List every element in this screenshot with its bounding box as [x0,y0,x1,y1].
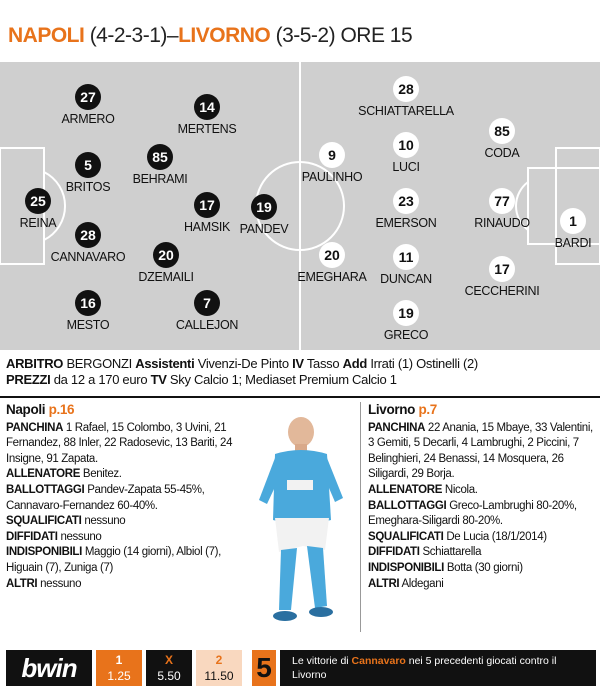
ballottaggi-row [6,483,238,514]
team-name: Livorno [368,402,416,417]
row-value: 22 Anania, 15 Mbaye, 33 Valentini, 3 Gemiti, 5 Decarli, 4 Lambrughi, 2 Piccini, 7 Belinghieri, 24 Benassi, 14 Mosquera, 26 Siligardi, 29 Borja. [368,421,593,481]
player-name: GRECO [383,328,429,342]
home-player [28,84,148,126]
away-player [346,300,466,342]
diffidati-row [6,530,238,546]
odd-value: 11.50 [204,669,234,683]
officials-line [6,356,596,372]
napoli-heading [6,402,238,418]
ballottaggi-row [368,499,594,530]
player-name: BARDI [554,236,592,250]
away-formation: (3-5-2) [275,24,336,47]
player-number: 1 [560,208,586,234]
panchina-row [368,421,594,483]
row-value: Aldegani [401,577,444,590]
player-name: REINA [19,216,57,230]
allenatore-row [368,483,594,499]
stat-number: 5 [252,650,276,686]
altri-row [6,577,238,593]
player-number: 27 [75,84,101,110]
player-name: EMERSON [375,216,437,230]
livorno-heading [368,402,594,418]
allenatore-row [6,467,238,483]
player-name: CALLEJON [175,318,239,332]
player-name: RINAUDO [474,216,530,230]
player-name: DUNCAN [380,272,432,286]
player-number: 28 [393,76,419,102]
player-number: 5 [75,152,101,178]
title-dash: – [166,24,179,47]
indisponibili-row [6,545,238,576]
arbitro-label: ARBITRO [6,356,64,371]
match-title [8,24,412,48]
row-value: 1 Rafael, 15 Colombo, 3 Uvini, 21 Fernandez, 88 Inler, 22 Radosevic, 13 Bariti, 24 Insigne, 91 Zapata. [6,421,233,465]
row-label: DIFFIDATI [368,546,420,559]
pitch [0,62,600,350]
assistenti-value: Vivenzi-De Pinto [197,356,289,371]
player-photo [245,410,355,640]
player-name: LUCI [392,160,420,174]
row-label: DIFFIDATI [6,530,58,543]
player-number: 20 [319,242,345,268]
napoli-column [6,402,238,592]
row-value: Greco-Lambrughi 80-20%, Emeghara-Siligardi 80-20%. [368,499,577,528]
row-value: Schiattarella [422,546,482,559]
assistenti-label: Assistenti [135,356,195,371]
bwin-logo: bwin [6,650,92,686]
player-name: CECCHERINI [464,284,540,298]
odds-bar [0,646,600,688]
tv-value: Sky Calcio 1; Mediaset Premium Calcio 1 [169,372,397,387]
iv-label: IV [292,356,304,371]
away-team-name: LIVORNO [178,24,271,47]
livorno-column [368,402,594,592]
row-value: Maggio (14 giorni), Albiol (7), Higuain (7), Zuniga (7) [6,546,221,574]
add-value: Irrati (1) Ostinelli (2) [370,356,478,371]
player-number: 85 [489,118,515,144]
odd-draw [146,650,192,686]
note-text-a: Le vittorie di [292,655,349,667]
player-name: PANDEV [239,222,289,236]
row-value: Pandev-Zapata 55-45%, Cannavaro-Fernandez 60-40%. [6,483,205,512]
player-number: 17 [489,256,515,282]
home-formation: (4-2-3-1) [89,24,167,47]
row-label: BALLOTTAGGI [368,499,447,512]
home-player [28,290,148,332]
arbitro-value: BERGONZI [66,356,132,371]
player-name: BEHRAMI [132,172,188,186]
odd-label: 2 [215,653,223,667]
player-name: PAULINHO [301,170,363,184]
note-name: Cannavaro [351,655,406,667]
row-label: INDISPONIBILI [6,546,82,559]
divider [0,396,600,398]
player-number: 19 [393,300,419,326]
page-ref: p.16 [48,402,75,417]
away-player [272,142,392,184]
player-number: 20 [153,242,179,268]
row-value: nessuno [60,530,102,543]
player-name: CODA [484,146,520,160]
player-name: ARMERO [61,112,115,126]
add-label: Add [342,356,367,371]
player-name: EMEGHARA [297,270,367,284]
note-text-b: nei 5 precedenti giocati contro il Livorno [292,655,557,681]
tv-label: TV [150,372,167,387]
player-number: 16 [75,290,101,316]
away-player [346,188,466,230]
player-number: 9 [319,142,345,168]
row-value: De Lucia (18/1/2014) [446,530,547,543]
player-number: 14 [194,94,220,120]
prezzi-value: da 12 a 170 euro [53,372,148,387]
row-label: ALTRI [368,577,400,590]
row-label: BALLOTTAGGI [6,483,85,496]
match-info [6,356,596,388]
row-value: nessuno [40,577,82,590]
page-ref: p.7 [418,402,437,417]
row-label: ALLENATORE [368,483,443,496]
prezzi-label: PREZZI [6,372,51,387]
home-team-name: NAPOLI [8,24,85,47]
home-player [100,144,220,186]
player-number: 7 [194,290,220,316]
home-player [204,194,324,236]
odd-label: X [164,653,173,667]
home-player [147,94,267,136]
player-number: 11 [393,244,419,270]
player-number: 19 [251,194,277,220]
player-name: HAMSIK [183,220,231,234]
kickoff-time: ORE 15 [340,24,413,47]
player-number: 77 [489,188,515,214]
row-value: Nicola. [444,483,478,496]
row-label: PANCHINA [6,421,64,434]
row-label: ALLENATORE [6,468,81,481]
row-label: ALTRI [6,577,38,590]
player-name: CANNAVARO [50,250,126,264]
iv-value: Tasso [306,356,340,371]
home-player [147,290,267,332]
altri-row [368,577,594,593]
row-value: nessuno [84,515,126,528]
row-value: Botta (30 giorni) [446,561,523,574]
stat-note [280,650,596,686]
odd-away [196,650,242,686]
row-value: Benitez. [82,468,122,481]
player-number: 85 [147,144,173,170]
row-label: SQUALIFICATI [6,515,82,528]
home-player [106,242,226,284]
row-label: PANCHINA [368,421,426,434]
team-name: Napoli [6,402,46,417]
row-label: INDISPONIBILI [368,561,444,574]
squalificati-row [6,514,238,530]
away-player [272,242,392,284]
odd-home [96,650,142,686]
player-number: 25 [25,188,51,214]
player-name: SCHIATTARELLA [358,104,454,118]
indisponibili-row [368,561,594,577]
player-number: 23 [393,188,419,214]
odd-value: 1.25 [107,669,131,683]
column-divider [360,402,361,632]
player-name: MERTENS [177,122,237,136]
player-number: 17 [194,192,220,218]
player-name: MESTO [66,318,110,332]
odd-value: 5.50 [157,669,181,683]
player-name: DZEMAILI [138,270,194,284]
diffidati-row [368,545,594,561]
player-name: BRITOS [65,180,111,194]
squalificati-row [368,530,594,546]
panchina-row [6,421,238,468]
odd-label: 1 [115,653,123,667]
away-player [346,76,466,118]
prices-line [6,372,596,388]
row-label: SQUALIFICATI [368,530,444,543]
player-number: 10 [393,132,419,158]
player-number: 28 [75,222,101,248]
